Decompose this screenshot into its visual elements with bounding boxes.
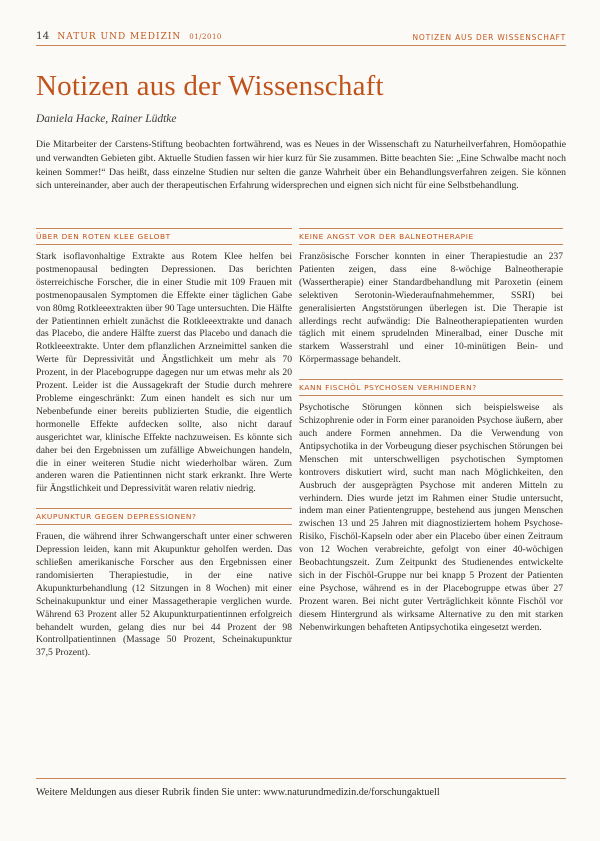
section-heading-akupunktur: AKUPUNKTUR GEGEN DEPRESSIONEN? <box>36 508 292 525</box>
section-text-rotklee: Stark isoflavonhaltige Extrakte aus Rotem Klee helfen bei postmenopausal bedingten Depressionen. Das berichten österreichische Forscher, die in einer Studie mit 109 Frauen mit postmenopausalen Symptomen die Effekte einer täglichen Gabe von 80mg Rotkleeextrakten über 90 Tage untersuchten. Die Hälfte der Patientinnen erhielt zunächst die Rotkleeextrakte und danach das Placebo, die andere Hälfte zuerst das Placebo und danach die Rotkleeextrakte. Unter dem pflanzlichen Arzneimittel sanken die Werte für Depressivität und Ängstlichkeit um mehr als 70 Prozent, in der Placebogruppe dagegen nur um etwas mehr als 20 Prozent. Leider ist die Aussagekraft der Studie durch mehrere Probleme eingeschränkt: Zum einen handelt es sich nur um Nebenbefunde einer bereits publizierten Studie, die eigentlich hormonelle Effekte aufdecken sollte, also nicht darauf ausgerichtet war, klinische Effekte nachzuweisen. Es könnte sich daher bei den Ergebnissen um zufällige Abweichungen handeln, die in einer weiteren Studie nicht wiederholbar wären. Zum anderen waren die Patientinnen nicht stark erkrankt. Ihre Werte für Ängstlichkeit und Depressivität waren relativ niedrig. <box>36 251 292 495</box>
right-column <box>299 228 563 646</box>
issue-number: 01/2010 <box>189 33 222 41</box>
footer-divider <box>36 778 566 779</box>
page-footer <box>36 787 566 798</box>
header-left <box>36 30 222 42</box>
footer-link[interactable]: www.naturundmedizin.de/forschungaktuell <box>263 787 440 798</box>
page-number: 14 <box>36 30 50 42</box>
section-heading-fischoel: KANN FISCHÖL PSYCHOSEN VERHINDERN? <box>299 379 563 396</box>
article-title: Notizen aus der Wissenschaft <box>36 70 384 102</box>
section-heading-rotklee: ÜBER DEN ROTEN KLEE GELOBT <box>36 228 292 245</box>
section-text-akupunktur: Frauen, die während ihrer Schwangerschaft unter einer schweren Depression leiden, kann mit Akupunktur geholfen werden. Das schließen amerikanische Forscher aus den Ergebnissen einer randomisierten Therapiestudie, in der eine native Akupunkturbehandlung (12 Sitzungen in 8 Wochen) mit einer Scheinakupunktur und einer Massagetherapie verglichen wurde. Während 63 Prozent aller 52 Akupunkturpatientinnen erfolgreich behandelt wurden, gelang dies nur bei 44 Prozent der 98 Kontrollpatientinnen (Massage 50 Prozent, Scheinakupunktur 37,5 Prozent). <box>36 531 292 659</box>
section-heading-balneo: KEINE ANGST VOR DER BALNEOTHERAPIE <box>299 228 563 245</box>
magazine-name: NATUR UND MEDIZIN <box>57 32 182 42</box>
footer-text: Weitere Meldungen aus dieser Rubrik finden Sie unter: <box>36 787 261 798</box>
left-column <box>36 228 292 672</box>
section-tag: NOTIZEN AUS DER WISSENSCHAFT <box>412 33 566 42</box>
article-intro: Die Mitarbeiter der Carstens-Stiftung beobachten fortwährend, was es Neues in der Wissenschaft zu Naturheilverfahren, Homöopathie und verwandten Gebieten gibt. Aktuelle Studien fassen wir hier kurz für Sie zusammen. Bitte beachten Sie: „Eine Schwalbe macht noch keinen Sommer!“ Das heißt, dass einzelne Studien nur selten die ganze Wahrheit über ein Behandlungsverfahren zeigen. Sie können sich untereinander, aber auch der therapeutischen Erfahrung widersprechen und eignen sich nicht für eine Selbstbehandlung. <box>36 139 566 192</box>
section-text-balneo: Französische Forscher konnten in einer Therapiestudie an 237 Patienten zeigen, dass eine 8-wöchige Balneotherapie (Wassertherapie) einer Standardbehandlung mit Paroxetin (einem selektiven Serotonin-Wiederaufnahmehemmer, SSRI) bei generalisierten Angststörungen überlegen ist. Die Therapie ist allerdings recht aufwändig: Die Balneotherapiepatienten wurden täglich mit einem sprudelnden Mineralbad, einer Dusche mit starkem Wasserstrahl und einer 10-minütigen Bein- und Körpermassage behandelt. <box>299 251 563 366</box>
article-authors: Daniela Hacke, Rainer Lüdtke <box>36 113 177 125</box>
section-text-fischoel: Psychotische Störungen können sich beispielsweise als Schizophrenie oder in Form einer paranoiden Psychose äußern, aber auch andere Formen annehmen. Da die Verwendung von Antipsychotika in der Vorbeugung dieser psychischen Störungen bei Menschen mit unterschwelligen psychotischen Symptomen kontrovers diskutiert wird, sucht man nach Möglichkeiten, den Ausbruch der ausgeprägten Psychose mit anderen Mitteln zu verhindern. Dies wurde jetzt im Rahmen einer Studie untersucht, indem man einer Patientengruppe, bestehend aus jungen Menschen zwischen 13 und 25 Jahren mit diagnostiziertem hohem Psychose-Risiko, Fischöl-Kapseln oder aber ein Placebo über einen Zeitraum von 12 Wochen verabreichte, gefolgt von einer 40-wöchigen Beobachtungszeit. Zum Zeitpunkt des Studienendes entwickelte sich in der Fischöl-Gruppe nur bei knapp 5 Prozent der Patienten eine Psychose, während es in der Placebogruppe etwas über 27 Prozent waren. Bei nicht guter Verträglichkeit könnte Fischöl vor diesem Hintergrund als wirksame Alternative zu den mit starken Nebenwirkungen behafteten Antipsychotika eingesetzt werden. <box>299 402 563 633</box>
page-header <box>36 26 566 46</box>
